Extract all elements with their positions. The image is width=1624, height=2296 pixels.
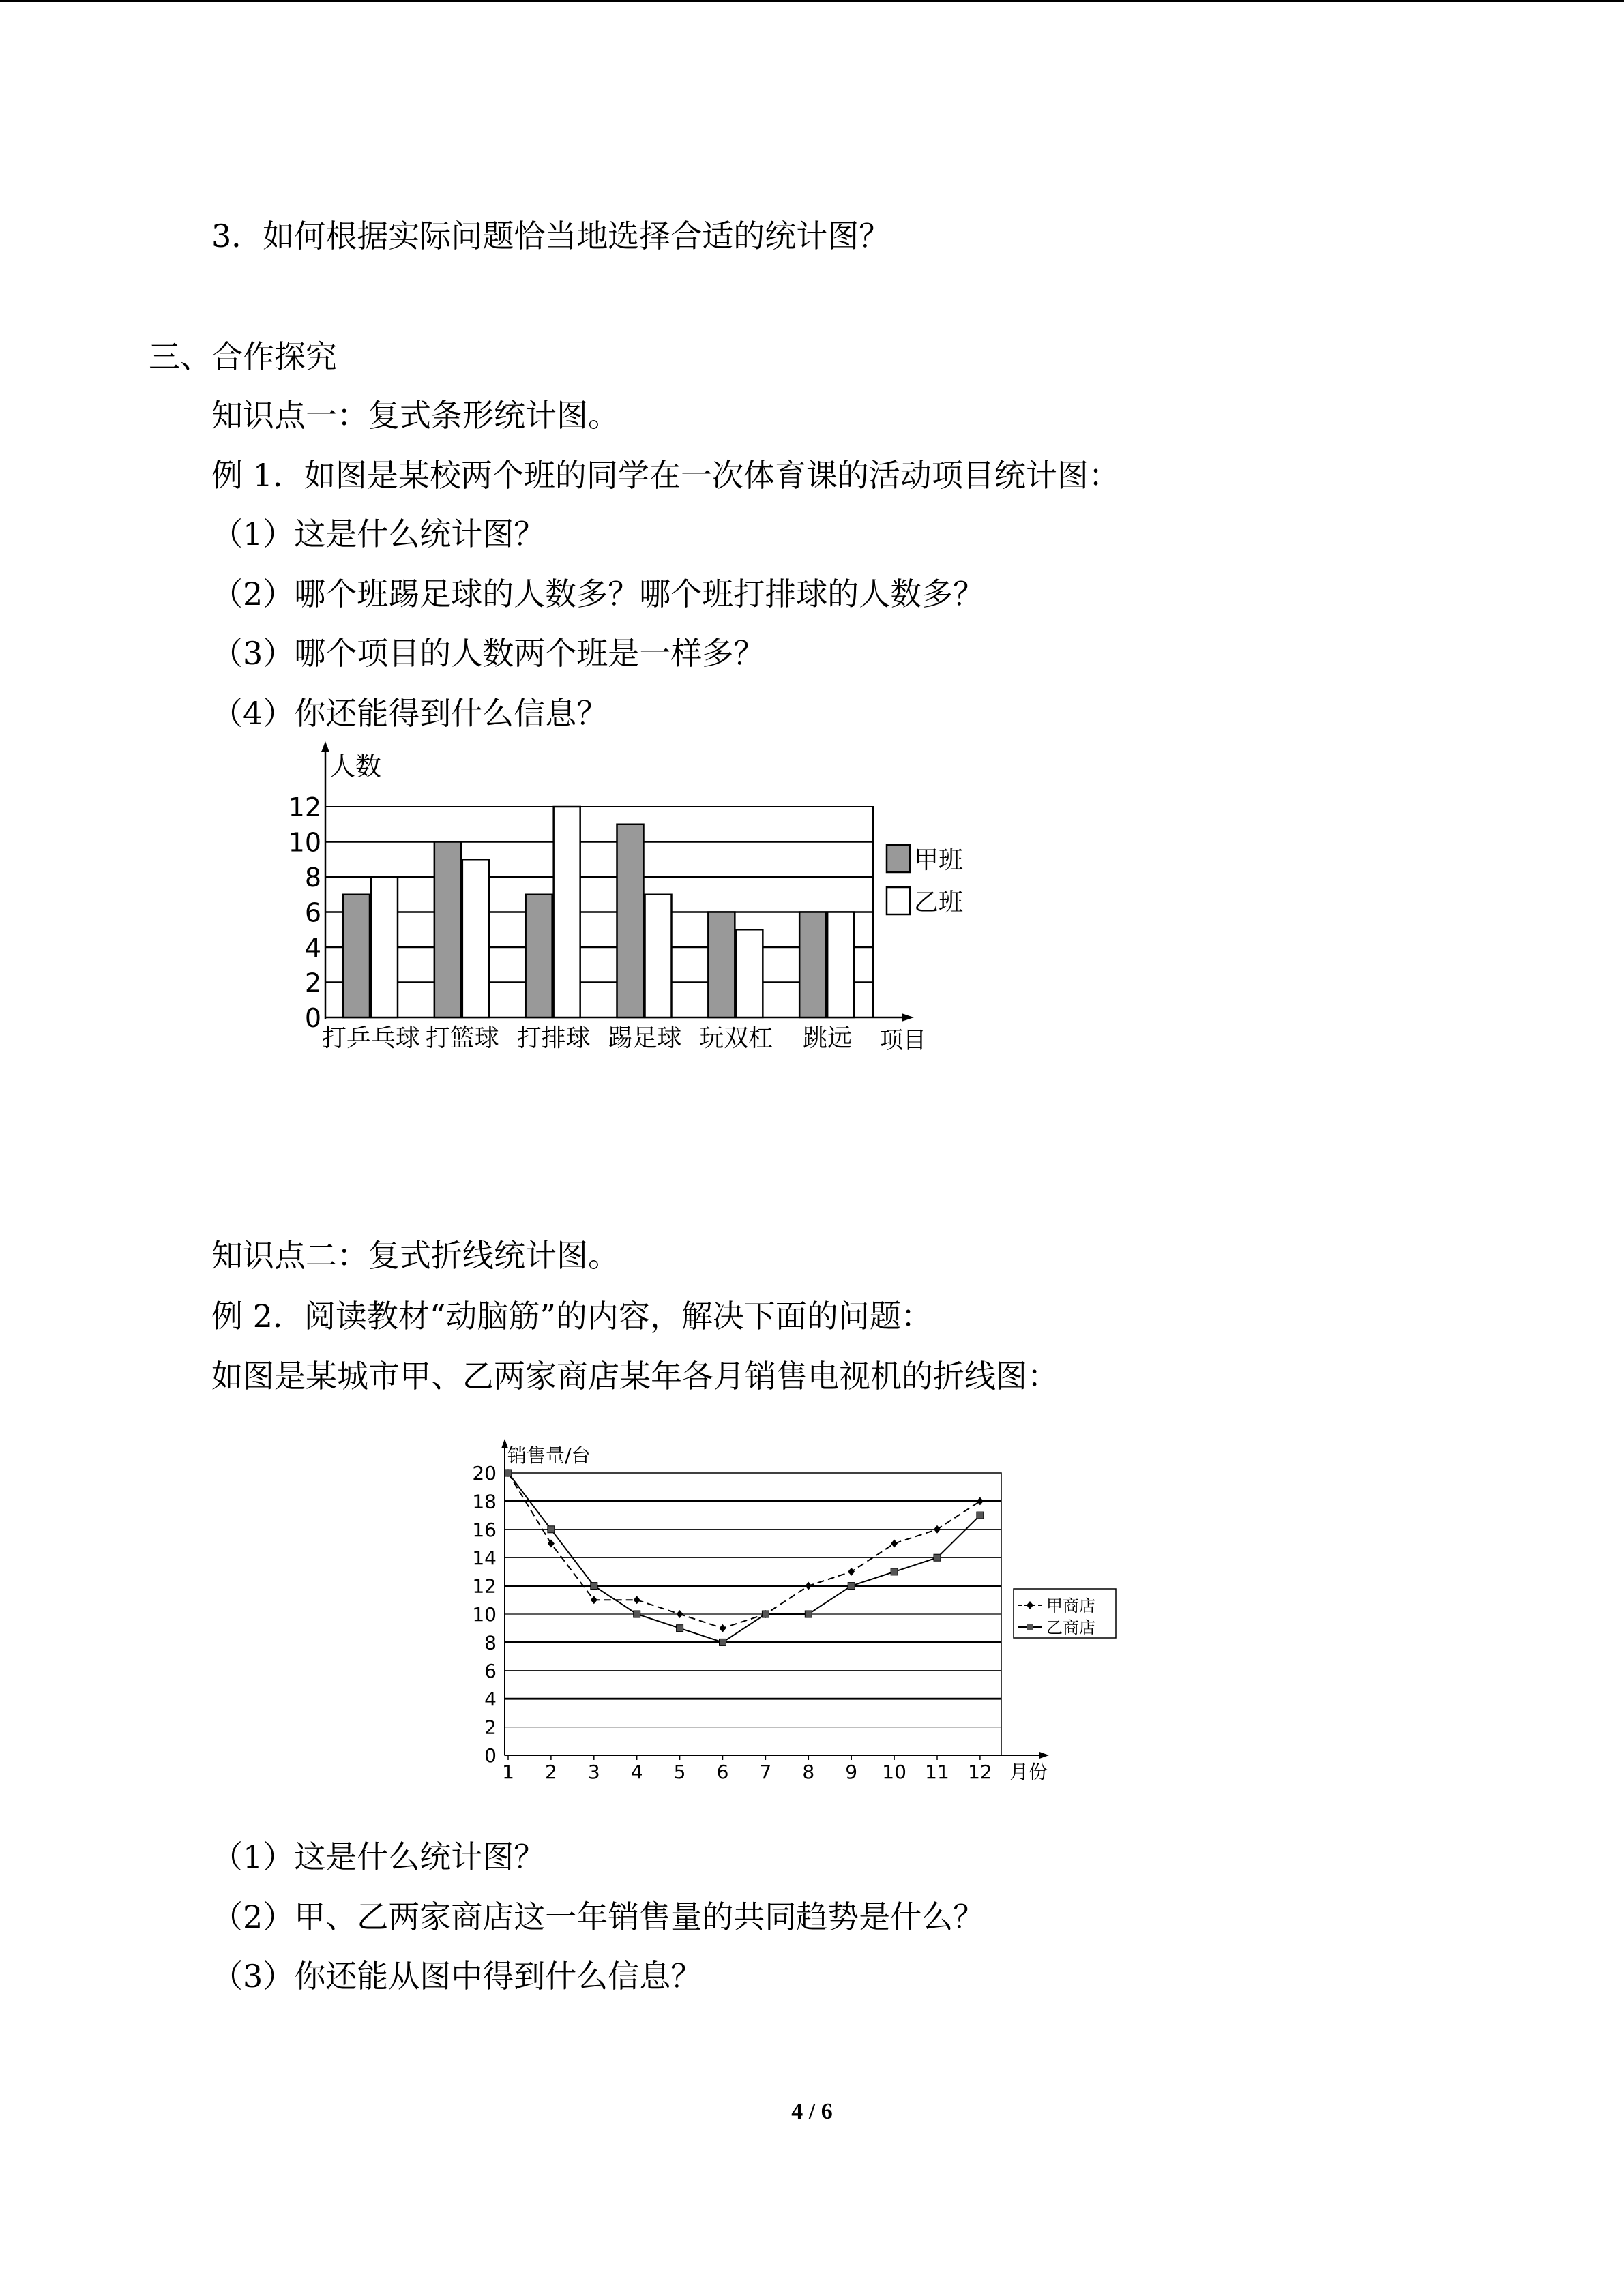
legend-marker (1027, 1624, 1033, 1630)
y-tick-label: 10 (472, 1603, 497, 1626)
data-point (977, 1512, 984, 1519)
example-1: 例 1．如图是某校两个班的同学在一次体育课的活动项目统计图： (211, 457, 1120, 494)
bar (799, 912, 826, 1018)
example-2-q1: （1）这是什么统计图？ (211, 1838, 546, 1875)
bar (462, 859, 489, 1017)
x-tick-label: 1 (502, 1761, 514, 1783)
legend-label: 甲商店 (1046, 1596, 1095, 1615)
y-axis-label: 销售量/台 (507, 1444, 591, 1467)
bar (708, 912, 735, 1018)
y-tick-label: 0 (304, 1003, 321, 1033)
x-axis-arrow (902, 1013, 914, 1022)
y-tick-label: 8 (484, 1631, 497, 1654)
bar (434, 842, 461, 1018)
y-tick-label: 4 (304, 933, 321, 963)
y-tick-label: 2 (484, 1716, 497, 1739)
example-2-intro: 如图是某城市甲、乙两家商店某年各月销售电视机的折线图： (211, 1358, 1059, 1395)
y-tick-label: 8 (304, 863, 321, 893)
x-axis-arrow (1039, 1752, 1049, 1759)
bar-chart (273, 740, 964, 1067)
knowledge-point-2: 知识点二：复式折线统计图。 (211, 1237, 619, 1274)
example-2: 例 2．阅读教材“动脑筋”的内容，解决下面的问题： (211, 1298, 932, 1335)
y-tick-label: 10 (288, 827, 321, 858)
bar (343, 895, 370, 1017)
top-rule (0, 0, 1624, 2)
data-point (762, 1611, 769, 1617)
legend-swatch (887, 845, 910, 872)
data-point (591, 1583, 597, 1590)
bar (827, 912, 854, 1018)
x-tick-label: 4 (630, 1761, 643, 1783)
bar (371, 877, 398, 1017)
x-tick-label: 6 (716, 1761, 729, 1783)
data-point (505, 1470, 512, 1476)
x-tick-label: 8 (802, 1761, 815, 1783)
y-tick-label: 18 (472, 1490, 497, 1513)
knowledge-point-1: 知识点一：复式条形统计图。 (211, 397, 619, 434)
example-2-q2: （2）甲、乙两家商店这一年销售量的共同趋势是什么？ (211, 1898, 985, 1935)
data-point (634, 1596, 640, 1604)
data-point (891, 1568, 898, 1575)
bar (554, 807, 580, 1017)
data-point (891, 1540, 898, 1548)
legend-label: 乙商店 (1046, 1618, 1095, 1637)
y-axis-arrow (321, 741, 329, 752)
bar (617, 824, 644, 1017)
y-tick-label: 20 (472, 1462, 497, 1485)
data-point (720, 1624, 726, 1632)
bar (736, 929, 763, 1017)
data-point (677, 1625, 683, 1632)
y-tick-label: 16 (472, 1518, 497, 1541)
data-point (677, 1610, 683, 1618)
x-tick-label: 3 (587, 1761, 600, 1783)
y-tick-label: 4 (484, 1688, 497, 1711)
example-1-q1: （1）这是什么统计图？ (211, 516, 546, 552)
bar (526, 895, 552, 1017)
bar (645, 895, 672, 1017)
x-tick-label: 2 (544, 1761, 557, 1783)
data-point (977, 1497, 984, 1505)
line-chart (423, 1432, 1119, 1800)
x-tick-label: 11 (925, 1761, 949, 1783)
x-tick-label: 12 (968, 1761, 992, 1783)
x-tick-label: 打乒乓球 (321, 1024, 420, 1052)
example-1-q4: （4）你还能得到什么信息？ (211, 695, 608, 732)
y-tick-label: 0 (484, 1744, 497, 1767)
y-axis-label: 人数 (329, 751, 382, 781)
y-tick-label: 12 (288, 792, 321, 822)
x-tick-label: 5 (673, 1761, 686, 1783)
example-1-q2: （2）哪个班踢足球的人数多？哪个班打排球的人数多？ (211, 576, 985, 612)
y-tick-label: 6 (484, 1659, 497, 1682)
data-point (934, 1554, 941, 1561)
x-tick-label: 7 (759, 1761, 772, 1783)
data-point (591, 1596, 597, 1604)
data-point (805, 1611, 812, 1617)
legend-label: 甲班 (914, 846, 964, 874)
x-tick-label: 跳远 (803, 1024, 853, 1052)
legend-label: 乙班 (914, 889, 964, 916)
data-point (720, 1639, 726, 1645)
example-2-q3: （3）你还能从图中得到什么信息？ (211, 1958, 703, 1995)
data-point (634, 1611, 640, 1617)
y-tick-label: 14 (472, 1547, 497, 1570)
x-tick-label: 玩双杠 (699, 1024, 773, 1052)
x-tick-label: 10 (882, 1761, 906, 1783)
legend-swatch (887, 887, 910, 914)
section-heading: 三、合作探究 (149, 338, 337, 375)
y-tick-label: 12 (472, 1575, 497, 1598)
x-tick-label: 打排球 (516, 1024, 591, 1052)
data-point (934, 1525, 941, 1534)
page-number: 4 / 6 (791, 2099, 833, 2124)
question-3: 3．如何根据实际问题恰当地选择合适的统计图？ (211, 218, 891, 254)
data-point (548, 1526, 555, 1533)
y-tick-label: 2 (304, 968, 321, 998)
x-tick-label: 打篮球 (425, 1024, 499, 1052)
x-tick-label: 9 (845, 1761, 858, 1783)
x-tick-label: 踢足球 (608, 1024, 682, 1052)
x-axis-label: 项目 (880, 1027, 926, 1054)
data-point (848, 1583, 855, 1590)
data-point (848, 1568, 855, 1576)
data-point (805, 1582, 812, 1590)
example-1-q3: （3）哪个项目的人数两个班是一样多？ (211, 635, 765, 672)
y-tick-label: 6 (304, 897, 321, 928)
series-line (508, 1473, 980, 1628)
x-axis-label: 月份 (1009, 1761, 1048, 1783)
